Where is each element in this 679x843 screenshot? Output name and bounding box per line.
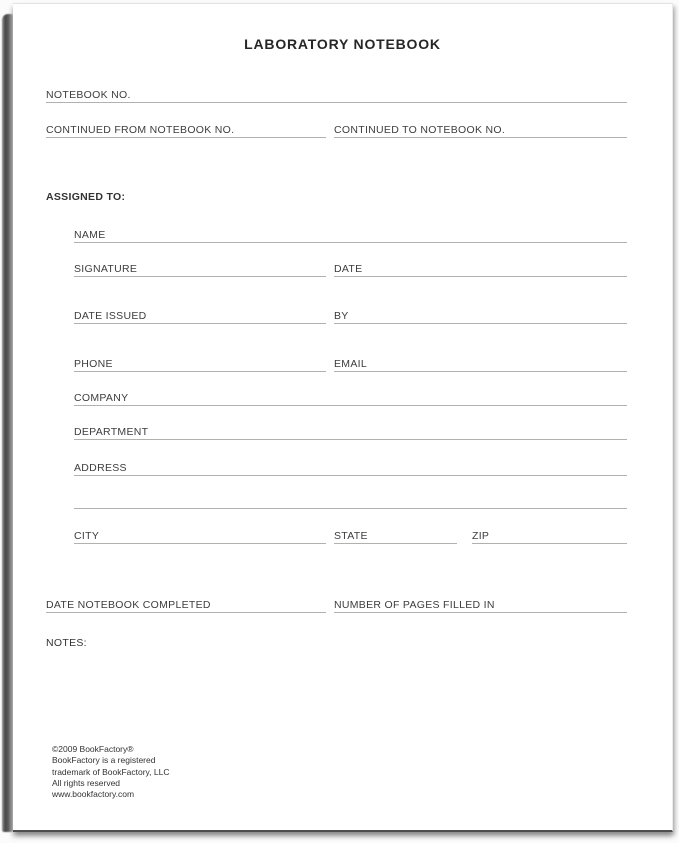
by-value [349,321,357,323]
notebook-no-label: NOTEBOOK NO. [46,88,131,101]
phone-value [113,369,121,371]
date-label: DATE [334,262,363,275]
zip-field [472,525,627,544]
address-line2-field [74,490,627,509]
continued-from-value [234,135,242,137]
pages-filled-value [495,610,503,612]
company-label: COMPANY [74,391,129,404]
state-field [334,525,457,544]
date-issued-field [74,305,326,324]
date-issued-value [147,321,155,323]
date-issued-label: DATE ISSUED [74,309,147,322]
date-completed-field [46,594,326,613]
footer-line: BookFactory is a registered [52,755,156,766]
form-title: LABORATORY NOTEBOOK [244,36,441,52]
name-value [106,240,114,242]
continued-to-label: CONTINUED TO NOTEBOOK NO. [334,123,506,136]
continued-from-label: CONTINUED FROM NOTEBOOK NO. [46,123,235,136]
footer-line: All rights reserved [52,777,121,788]
left-page-edge [2,14,13,832]
email-value [367,369,375,371]
name-field [74,224,627,243]
footer-copyright [52,744,169,800]
date-field [334,258,627,277]
pages-filled-field [334,594,627,613]
email-label: EMAIL [334,357,368,370]
notebook-no-value [131,100,139,102]
department-field [74,421,627,440]
state-value [368,541,376,543]
signature-field [74,258,326,277]
address-field [74,457,627,476]
email-field [334,353,627,372]
by-label: BY [334,309,349,322]
footer-line: www.bookfactory.com [52,789,135,800]
signature-value [137,274,145,276]
footer-line: ©2009 BookFactory® [52,744,134,754]
date-completed-label: DATE NOTEBOOK COMPLETED [46,598,211,611]
footer-line: trademark of BookFactory, LLC [52,766,170,777]
state-label: STATE [334,529,368,542]
department-label: DEPARTMENT [74,425,149,438]
assigned-to-heading: ASSIGNED TO: [46,191,126,203]
city-label: CITY [74,529,100,542]
date-value [362,274,370,276]
continued-to-value [505,135,513,137]
notebook-no-field [46,84,627,103]
continued-from-field [46,119,326,138]
by-field [334,305,627,324]
zip-label: ZIP [472,529,490,542]
company-field [74,387,627,406]
address-label: ADDRESS [74,461,127,474]
city-field [74,525,326,544]
signature-label: SIGNATURE [74,262,138,275]
city-value [99,541,107,543]
pages-filled-label: NUMBER OF PAGES FILLED IN [334,598,495,611]
notes-heading: NOTES: [46,637,87,649]
company-value [128,403,136,405]
department-value [148,437,156,439]
continued-to-field [334,119,627,138]
phone-field [74,353,326,372]
address-value [127,473,135,475]
date-completed-value [211,610,219,612]
phone-label: PHONE [74,357,113,370]
name-label: NAME [74,228,106,241]
zip-value [489,541,497,543]
